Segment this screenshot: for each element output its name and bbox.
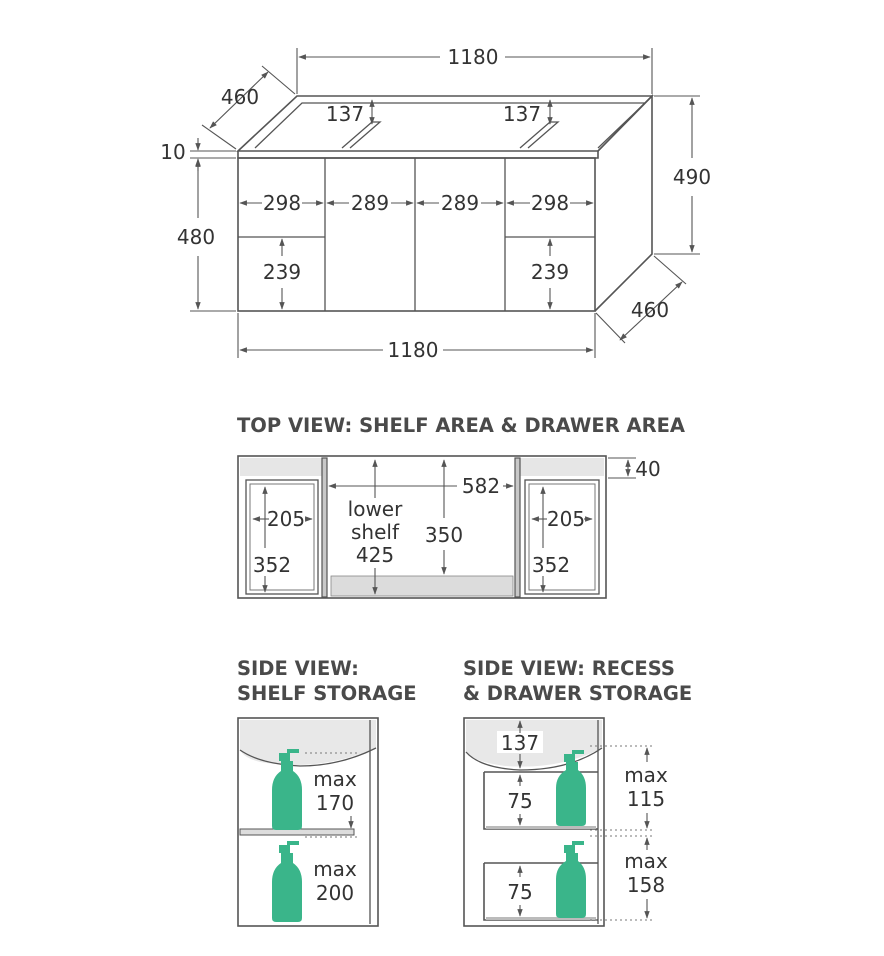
dim-label: 582 xyxy=(461,474,501,498)
svg-text:170: 170 xyxy=(315,791,355,815)
dim-label: 40 xyxy=(635,457,661,481)
dim-label: 137 xyxy=(500,731,540,755)
side-shelf-heading-line1: SIDE VIEW: xyxy=(237,657,359,680)
dim-height-front xyxy=(177,160,236,311)
top-view-heading: TOP VIEW: SHELF AREA & DRAWER AREA xyxy=(237,414,686,437)
dim-drawer-lower xyxy=(507,866,532,916)
svg-text:115: 115 xyxy=(626,787,666,811)
dim-label: 352 xyxy=(252,553,292,577)
dim-height-back xyxy=(654,96,711,254)
dim-label: 75 xyxy=(507,789,533,813)
dim-shelf-width xyxy=(329,474,513,498)
dim-lip xyxy=(608,457,661,481)
dim-recess-right xyxy=(503,100,550,126)
dim-label: 480 xyxy=(176,225,216,249)
top-view xyxy=(237,414,685,598)
dim-right-drawer-depth xyxy=(532,487,570,592)
bottle-icon xyxy=(272,841,302,922)
dim-recess-lower-max xyxy=(624,838,668,918)
lower-shelf-label xyxy=(348,460,403,594)
dim-label: 460 xyxy=(220,85,260,109)
svg-text:max: max xyxy=(313,857,357,881)
dim-label: 10 xyxy=(160,140,186,164)
dim-label: 137 xyxy=(325,102,365,126)
dim-recess-upper-max xyxy=(624,748,668,828)
svg-text:200: 200 xyxy=(315,881,355,905)
svg-text:shelf: shelf xyxy=(351,520,399,544)
dim-shelf-lower-max xyxy=(313,857,357,905)
dim-depth-bottom xyxy=(596,256,686,343)
dim-label: 490 xyxy=(672,165,712,189)
bottle-icon xyxy=(556,841,586,918)
side-recess-heading-line1: SIDE VIEW: RECESS xyxy=(463,657,675,680)
dim-drawer-right xyxy=(531,239,569,309)
side-recess-heading-line2: & DRAWER STORAGE xyxy=(463,682,693,705)
side-view-shelf xyxy=(237,657,417,926)
dim-drawer-left xyxy=(263,239,301,309)
svg-text:max: max xyxy=(624,763,668,787)
dim-depth-top xyxy=(202,66,295,149)
dim-label: 352 xyxy=(531,553,571,577)
svg-text:158: 158 xyxy=(626,873,666,897)
dim-label: 460 xyxy=(630,298,670,322)
svg-text:lower: lower xyxy=(347,497,403,521)
dim-label: 350 xyxy=(424,523,464,547)
dim-top-width xyxy=(297,45,652,94)
front-view xyxy=(160,45,711,362)
svg-text:max: max xyxy=(624,849,668,873)
dim-width-door-left xyxy=(327,191,413,215)
dim-bottom-width xyxy=(238,313,595,362)
dim-right-drawer-width xyxy=(532,507,592,531)
dim-label: 205 xyxy=(546,507,586,531)
dim-label: 137 xyxy=(502,102,542,126)
dim-recess-left xyxy=(326,100,372,126)
dim-label: 205 xyxy=(266,507,306,531)
dim-left-drawer-width xyxy=(253,507,312,531)
dim-label: 75 xyxy=(507,880,533,904)
dim-width-outer-left xyxy=(240,191,323,215)
dim-drawer-upper xyxy=(507,775,532,825)
dim-left-drawer-depth xyxy=(253,487,291,592)
side-view-recess xyxy=(463,657,692,926)
dim-label: 298 xyxy=(530,191,570,215)
side-shelf-heading-line2: SHELF STORAGE xyxy=(237,682,417,705)
dim-label: 239 xyxy=(530,260,570,284)
dim-label: 1180 xyxy=(447,45,499,69)
dim-label: 1180 xyxy=(387,338,439,362)
dim-label: 289 xyxy=(440,191,480,215)
dim-label: 239 xyxy=(262,260,302,284)
svg-text:max: max xyxy=(313,767,357,791)
side-shelf-cabinet xyxy=(238,718,378,926)
dim-shelf-depth xyxy=(425,460,463,574)
svg-text:425: 425 xyxy=(355,543,395,567)
dim-width-door-right xyxy=(417,191,503,215)
dim-shelf-upper-max xyxy=(313,767,357,828)
dim-label: 298 xyxy=(262,191,302,215)
dim-width-outer-right xyxy=(507,191,593,215)
dim-label: 289 xyxy=(350,191,390,215)
